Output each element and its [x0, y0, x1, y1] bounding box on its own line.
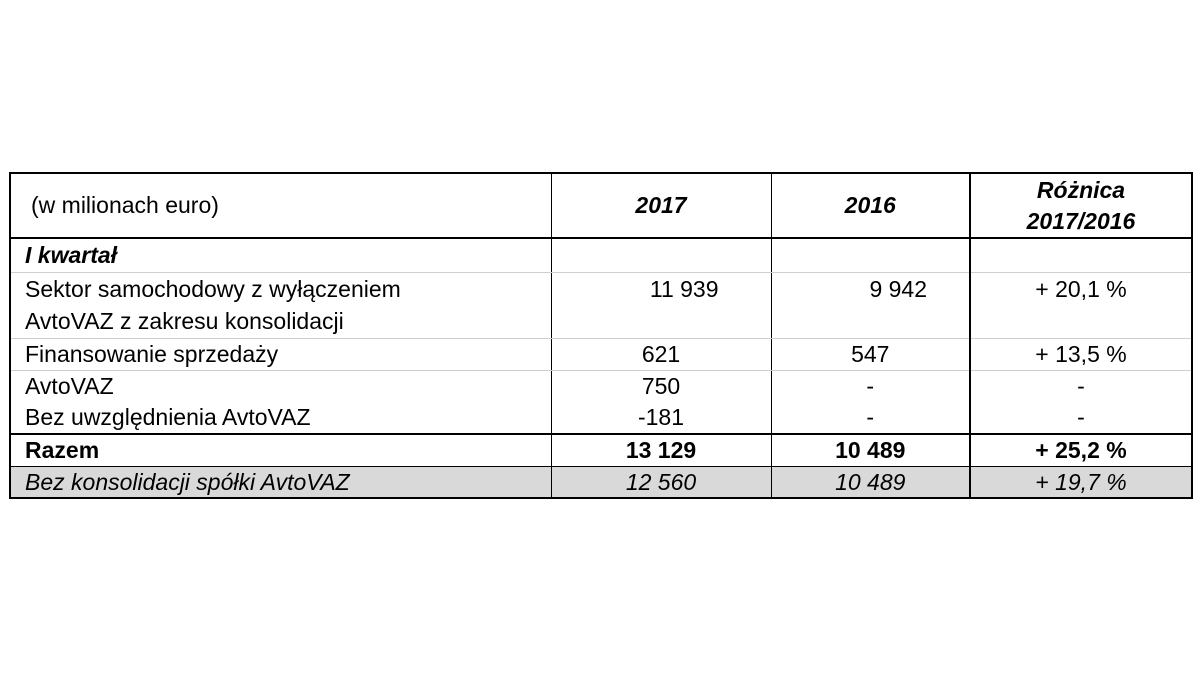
total-row	[10, 434, 1192, 467]
value-2017: -181	[551, 402, 771, 434]
value-2017: 11 939	[551, 273, 771, 339]
table-row	[10, 273, 1192, 339]
value-2016: -	[771, 402, 970, 434]
value-difference: -	[970, 402, 1192, 434]
results-table-container	[9, 172, 1191, 499]
table-row	[10, 339, 1192, 371]
section-label: I kwartał	[10, 238, 551, 273]
value-2017: 621	[551, 339, 771, 371]
table-row	[10, 402, 1192, 434]
column-header-2017: 2017	[551, 173, 771, 238]
difference-header-line1: Różnica	[1036, 176, 1126, 203]
value-2016: 9 942	[771, 273, 970, 339]
empty-cell	[771, 238, 970, 273]
excluding-avtovaz-label: Bez konsolidacji spółki AvtoVAZ	[10, 467, 551, 499]
table-header-row	[10, 173, 1192, 238]
value-2017: 750	[551, 371, 771, 403]
total-label: Razem	[10, 434, 551, 467]
empty-cell	[551, 238, 771, 273]
unit-label: (w milionach euro)	[10, 173, 551, 238]
results-table	[9, 172, 1193, 499]
value-difference: -	[970, 371, 1192, 403]
excluding-avtovaz-2017: 12 560	[551, 467, 771, 499]
value-difference: + 20,1 %	[970, 273, 1192, 339]
row-label-line1: Sektor samochodowy z wyłączeniem	[25, 276, 401, 302]
total-difference: + 25,2 %	[970, 434, 1192, 467]
value-2016: -	[771, 371, 970, 403]
excluding-avtovaz-difference: + 19,7 %	[970, 467, 1192, 499]
row-label: Finansowanie sprzedaży	[10, 339, 551, 371]
excluding-avtovaz-row	[10, 467, 1192, 499]
row-label-line2: AvtoVAZ z zakresu konsolidacji	[25, 308, 344, 334]
empty-cell	[970, 238, 1192, 273]
column-header-difference	[970, 173, 1192, 238]
row-label	[10, 273, 551, 339]
section-row	[10, 238, 1192, 273]
column-header-2016: 2016	[771, 173, 970, 238]
difference-header-line2: 2017/2016	[1026, 207, 1136, 234]
row-label: AvtoVAZ	[25, 373, 114, 399]
value-difference: + 13,5 %	[970, 339, 1192, 371]
total-2016: 10 489	[771, 434, 970, 467]
total-2017: 13 129	[551, 434, 771, 467]
row-label: Bez uwzględnienia AvtoVAZ	[25, 404, 311, 430]
excluding-avtovaz-2016: 10 489	[771, 467, 970, 499]
table-row	[10, 371, 1192, 403]
value-2016: 547	[771, 339, 970, 371]
